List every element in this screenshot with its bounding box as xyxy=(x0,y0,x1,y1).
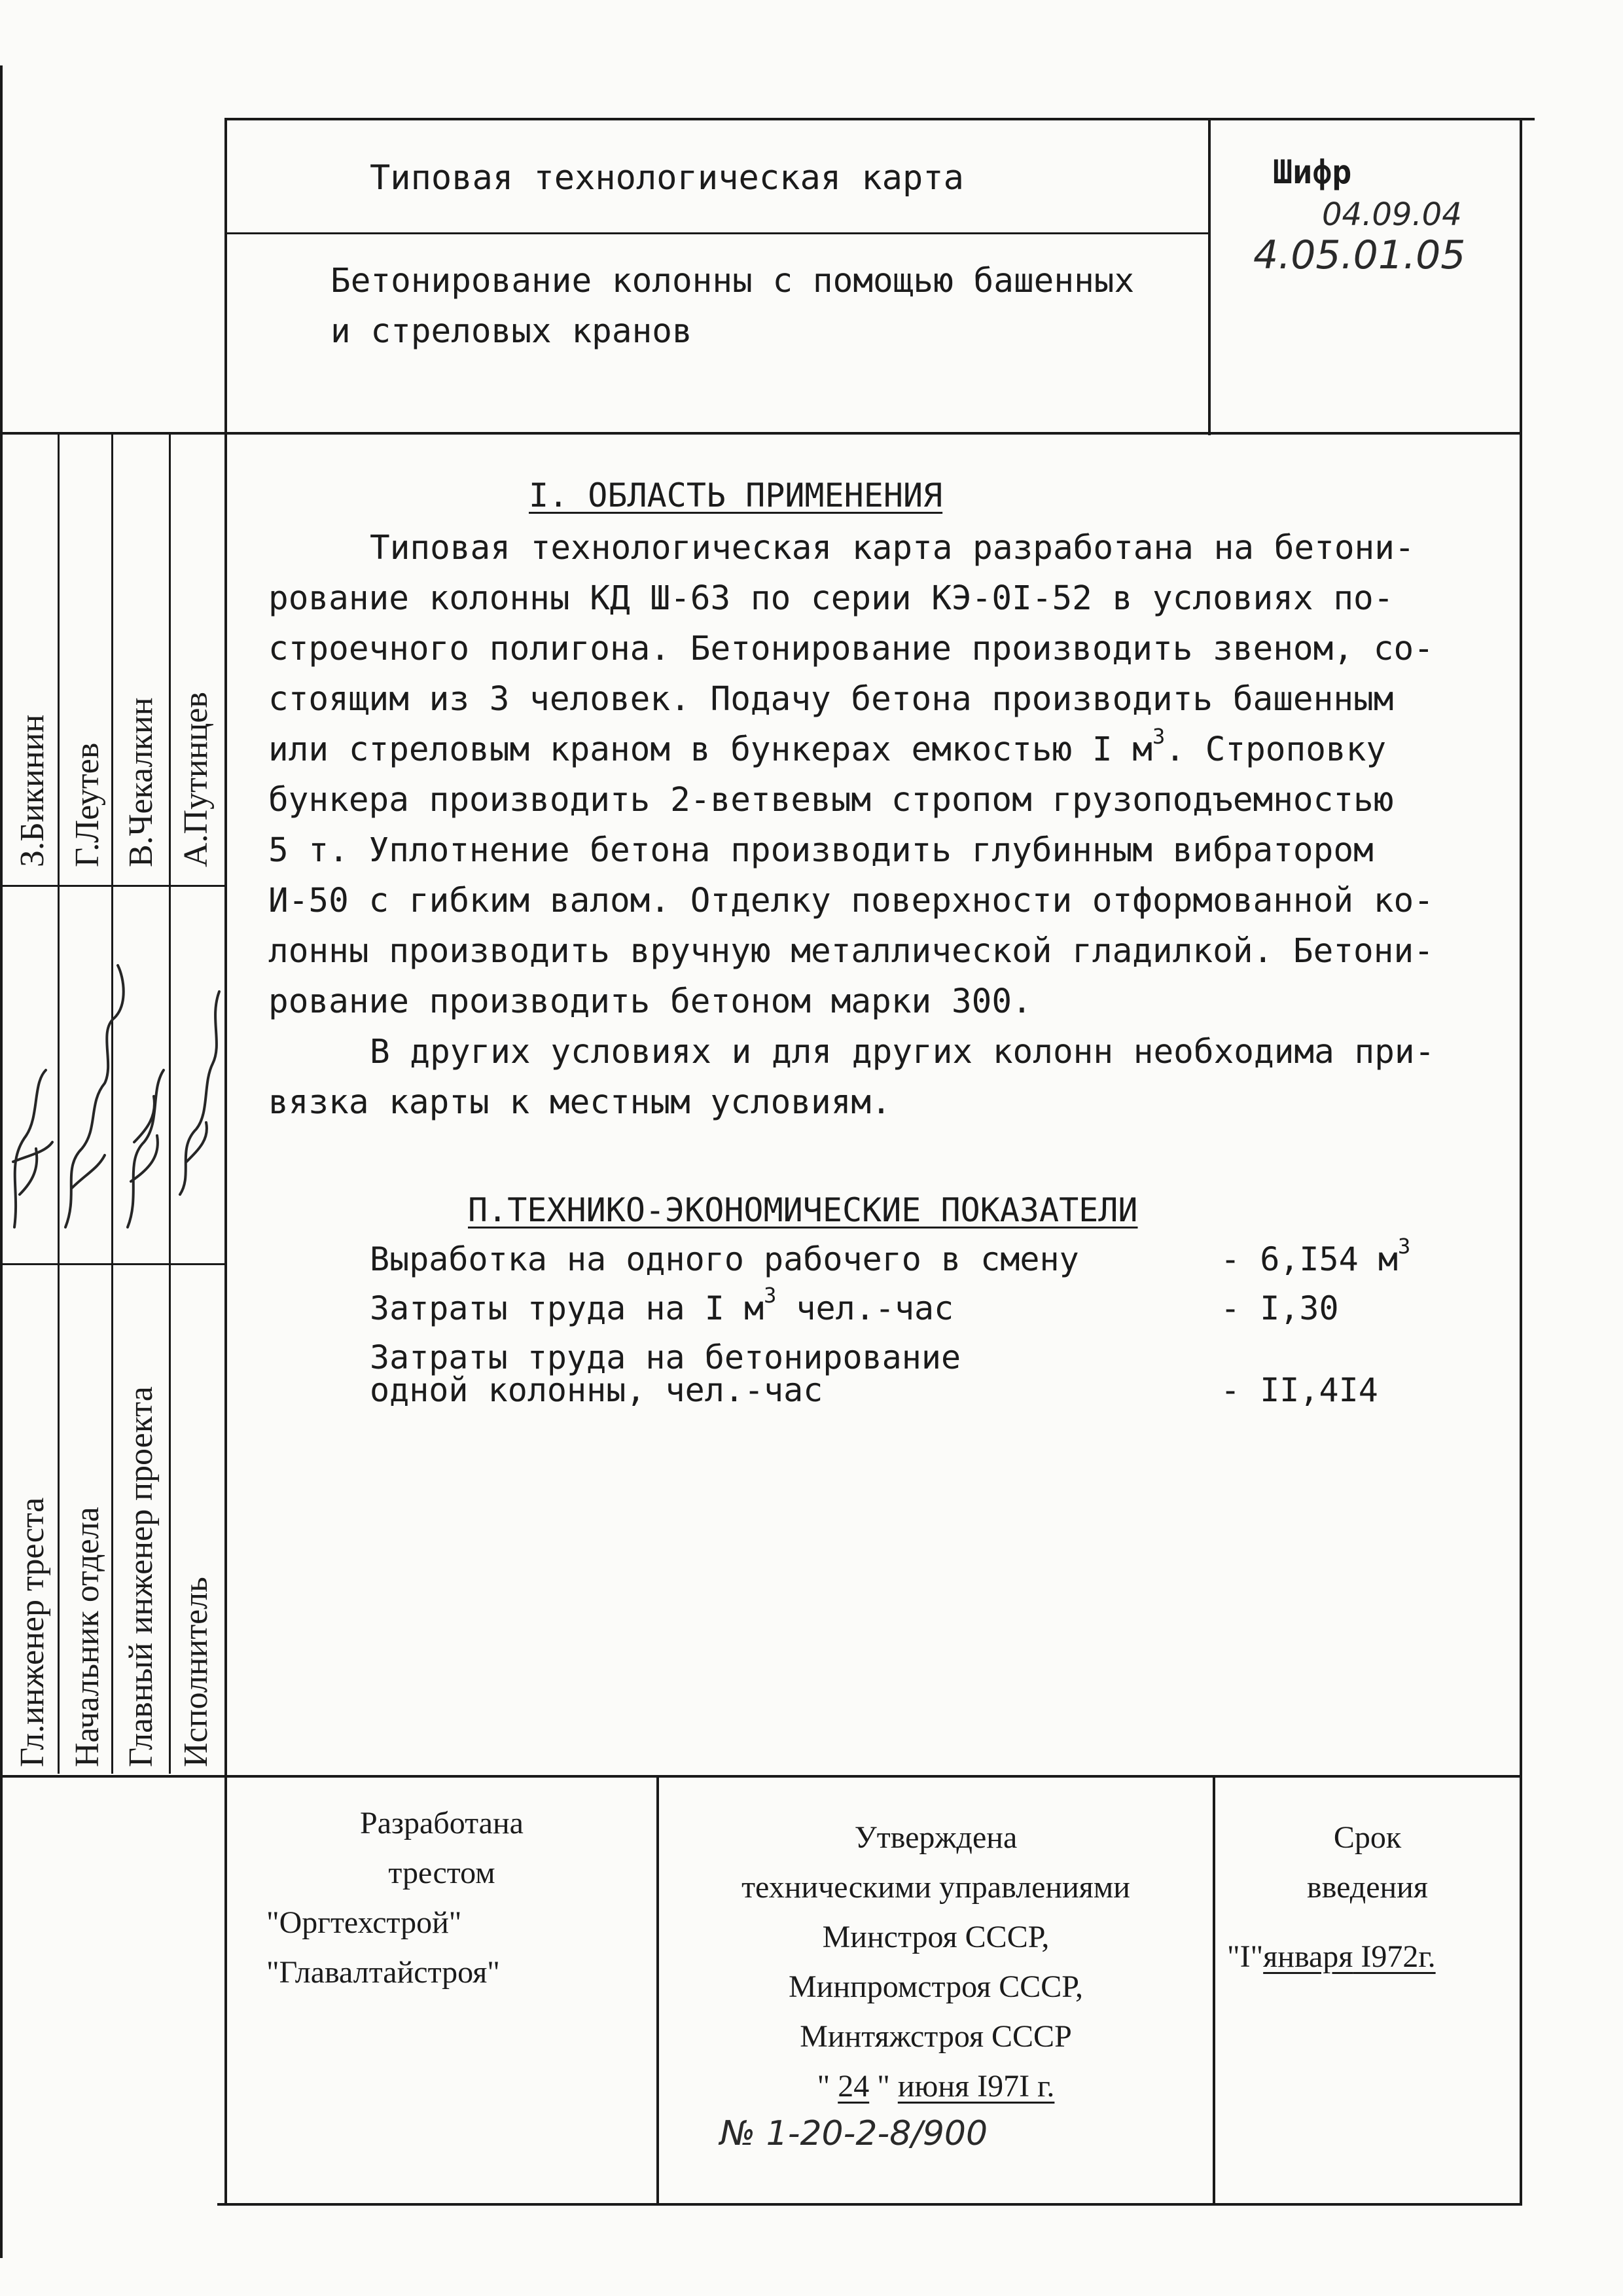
approved-line-3: Минстроя СССР, xyxy=(822,1920,1050,1954)
header-bottom xyxy=(226,432,1522,435)
doc-title-line-2: и стреловых кранов xyxy=(330,312,692,351)
section-1-line-3: строечного полигона. Бетонирование производить звеном, со- xyxy=(268,630,1434,668)
cipher-divider xyxy=(1208,118,1211,435)
sidebar-top xyxy=(0,432,227,435)
header-divider xyxy=(226,232,1211,234)
footer-top xyxy=(0,1775,1522,1778)
section-1-line-7: 5 т. Уплотнение бетона производить глубинным вибратором xyxy=(268,831,1374,870)
indicator-2-label-sup: 3 xyxy=(764,1283,777,1308)
approved-line-4: Минпромстроя СССР, xyxy=(789,1969,1083,2004)
sidebar-sign-divider xyxy=(0,1263,227,1265)
developed-line-1: Разработана xyxy=(360,1806,524,1840)
approved-block xyxy=(659,1813,1213,2111)
sidebar-name-2: Г.Леутев xyxy=(69,742,106,867)
section-1-line-5-tail: . Строповку xyxy=(1165,730,1387,769)
section-1-line-6: бункера производить 2-ветвевым стропом грузоподъемностью xyxy=(268,781,1394,819)
section-1-line-5-sup: 3 xyxy=(1152,724,1166,749)
indicator-2-value: - I,30 xyxy=(1221,1289,1339,1327)
indicator-2-label xyxy=(370,1283,954,1327)
term-date-c: I972г. xyxy=(1353,1939,1436,1974)
indicator-3-label-a: Затраты труда на бетонирование xyxy=(370,1338,961,1376)
term-date-a: "I" xyxy=(1227,1939,1264,1974)
frame-bottom xyxy=(217,2203,1522,2206)
section-1-para2-line-2: вязка карты к местным условиям. xyxy=(268,1083,891,1122)
developed-line-2: трестом xyxy=(388,1856,495,1890)
section-1-para2-line-1: В других условиях и для других колонн необходима при- xyxy=(370,1033,1435,1071)
indicator-3-value: - II,4I4 xyxy=(1221,1371,1378,1409)
section-1-line-8: И-50 с гибким валом. Отделку поверхности отформованной ко- xyxy=(268,882,1434,920)
approved-date-open: " xyxy=(817,2069,838,2104)
approved-date-mid: " xyxy=(869,2069,898,2104)
section-1-line-4: стоящим из 3 человек. Подачу бетона производить башенным xyxy=(268,680,1394,719)
term-line-2: введения xyxy=(1307,1870,1428,1905)
approved-number: № 1-20-2-8/900 xyxy=(720,2114,988,2153)
doc-title-line-1: Бетонирование колонны с помощью башенных xyxy=(330,262,1135,300)
signatures-image xyxy=(0,887,226,1263)
indicator-1-value xyxy=(1221,1234,1411,1278)
indicator-1-label: Выработка на одного рабочего в смену xyxy=(370,1240,1079,1278)
signature-3 xyxy=(128,1070,164,1227)
approved-day: 24 xyxy=(838,2069,870,2104)
approved-line-5: Минтяжстроя СССР xyxy=(800,2019,1072,2054)
indicator-3-label-b: одной колонны, чел.-час xyxy=(370,1371,823,1409)
section-1-line-1: Типовая технологическая карта разработана на бетони- xyxy=(370,529,1415,567)
indicator-1-value-sup: 3 xyxy=(1397,1234,1411,1259)
developed-block xyxy=(227,1799,656,1998)
sidebar-name-3: В.Чекалкин xyxy=(122,697,160,867)
term-line-1: Срок xyxy=(1333,1820,1402,1855)
developed-line-3: "Оргтехстрой" xyxy=(266,1905,462,1940)
term-date xyxy=(1227,1939,1436,1975)
indicator-2-label-b: чел.-час xyxy=(776,1289,954,1327)
sidebar-role-1: Гл.инженер треста xyxy=(14,1497,51,1767)
sidebar-name-4: А.Путинцев xyxy=(177,692,215,867)
approved-line-1: Утверждена xyxy=(854,1820,1018,1855)
indicator-2-label-a: Затраты труда на I м xyxy=(370,1289,764,1327)
sidebar-role-4: Исполнитель xyxy=(177,1577,215,1767)
cipher-label: Шифр xyxy=(1273,153,1352,191)
section-1-line-2: рование колонны КД Ш-63 по серии КЭ-0I-52 в условиях по- xyxy=(268,579,1394,618)
sidebar-name-1: З.Бикинин xyxy=(14,714,51,867)
approved-month-year: июня I97I г. xyxy=(897,2069,1055,2104)
cipher-code-1: 04.09.04 xyxy=(1322,196,1462,233)
sidebar-role-3: Главный инженер проекта xyxy=(122,1386,160,1767)
doc-type-title: Типовая технологическая карта xyxy=(370,158,964,198)
signature-4 xyxy=(180,992,219,1194)
section-1-line-5-text: или стреловым краном в бункерах емкостью I м xyxy=(268,730,1153,769)
term-block xyxy=(1215,1813,1520,1912)
section-1-line-9: лонны производить вручную металлической гладилкой. Бетони- xyxy=(268,932,1434,971)
sidebar-role-2: Начальник отдела xyxy=(69,1507,106,1767)
frame-top xyxy=(226,118,1535,120)
signature-2 xyxy=(65,965,124,1227)
section-2-heading: П.ТЕХНИКО-ЭКОНОМИЧЕСКИЕ ПОКАЗАТЕЛИ xyxy=(468,1191,1138,1229)
approved-date xyxy=(659,2062,1213,2111)
cipher-code-2: 4.05.01.05 xyxy=(1253,232,1466,278)
section-1-line-10: рование производить бетоном марки 300. xyxy=(268,982,1032,1021)
frame-right xyxy=(1520,118,1522,2206)
developed-line-4: "Главалтайстроя" xyxy=(266,1955,500,1990)
section-1-line-5 xyxy=(268,724,1387,769)
section-1-heading: I. ОБЛАСТЬ ПРИМЕНЕНИЯ xyxy=(529,476,943,514)
approved-line-2: техническими управлениями xyxy=(741,1870,1130,1905)
signature-1 xyxy=(13,1070,52,1227)
term-date-b: января xyxy=(1263,1939,1353,1974)
indicator-1-value-text: - 6,I54 м xyxy=(1221,1240,1398,1278)
